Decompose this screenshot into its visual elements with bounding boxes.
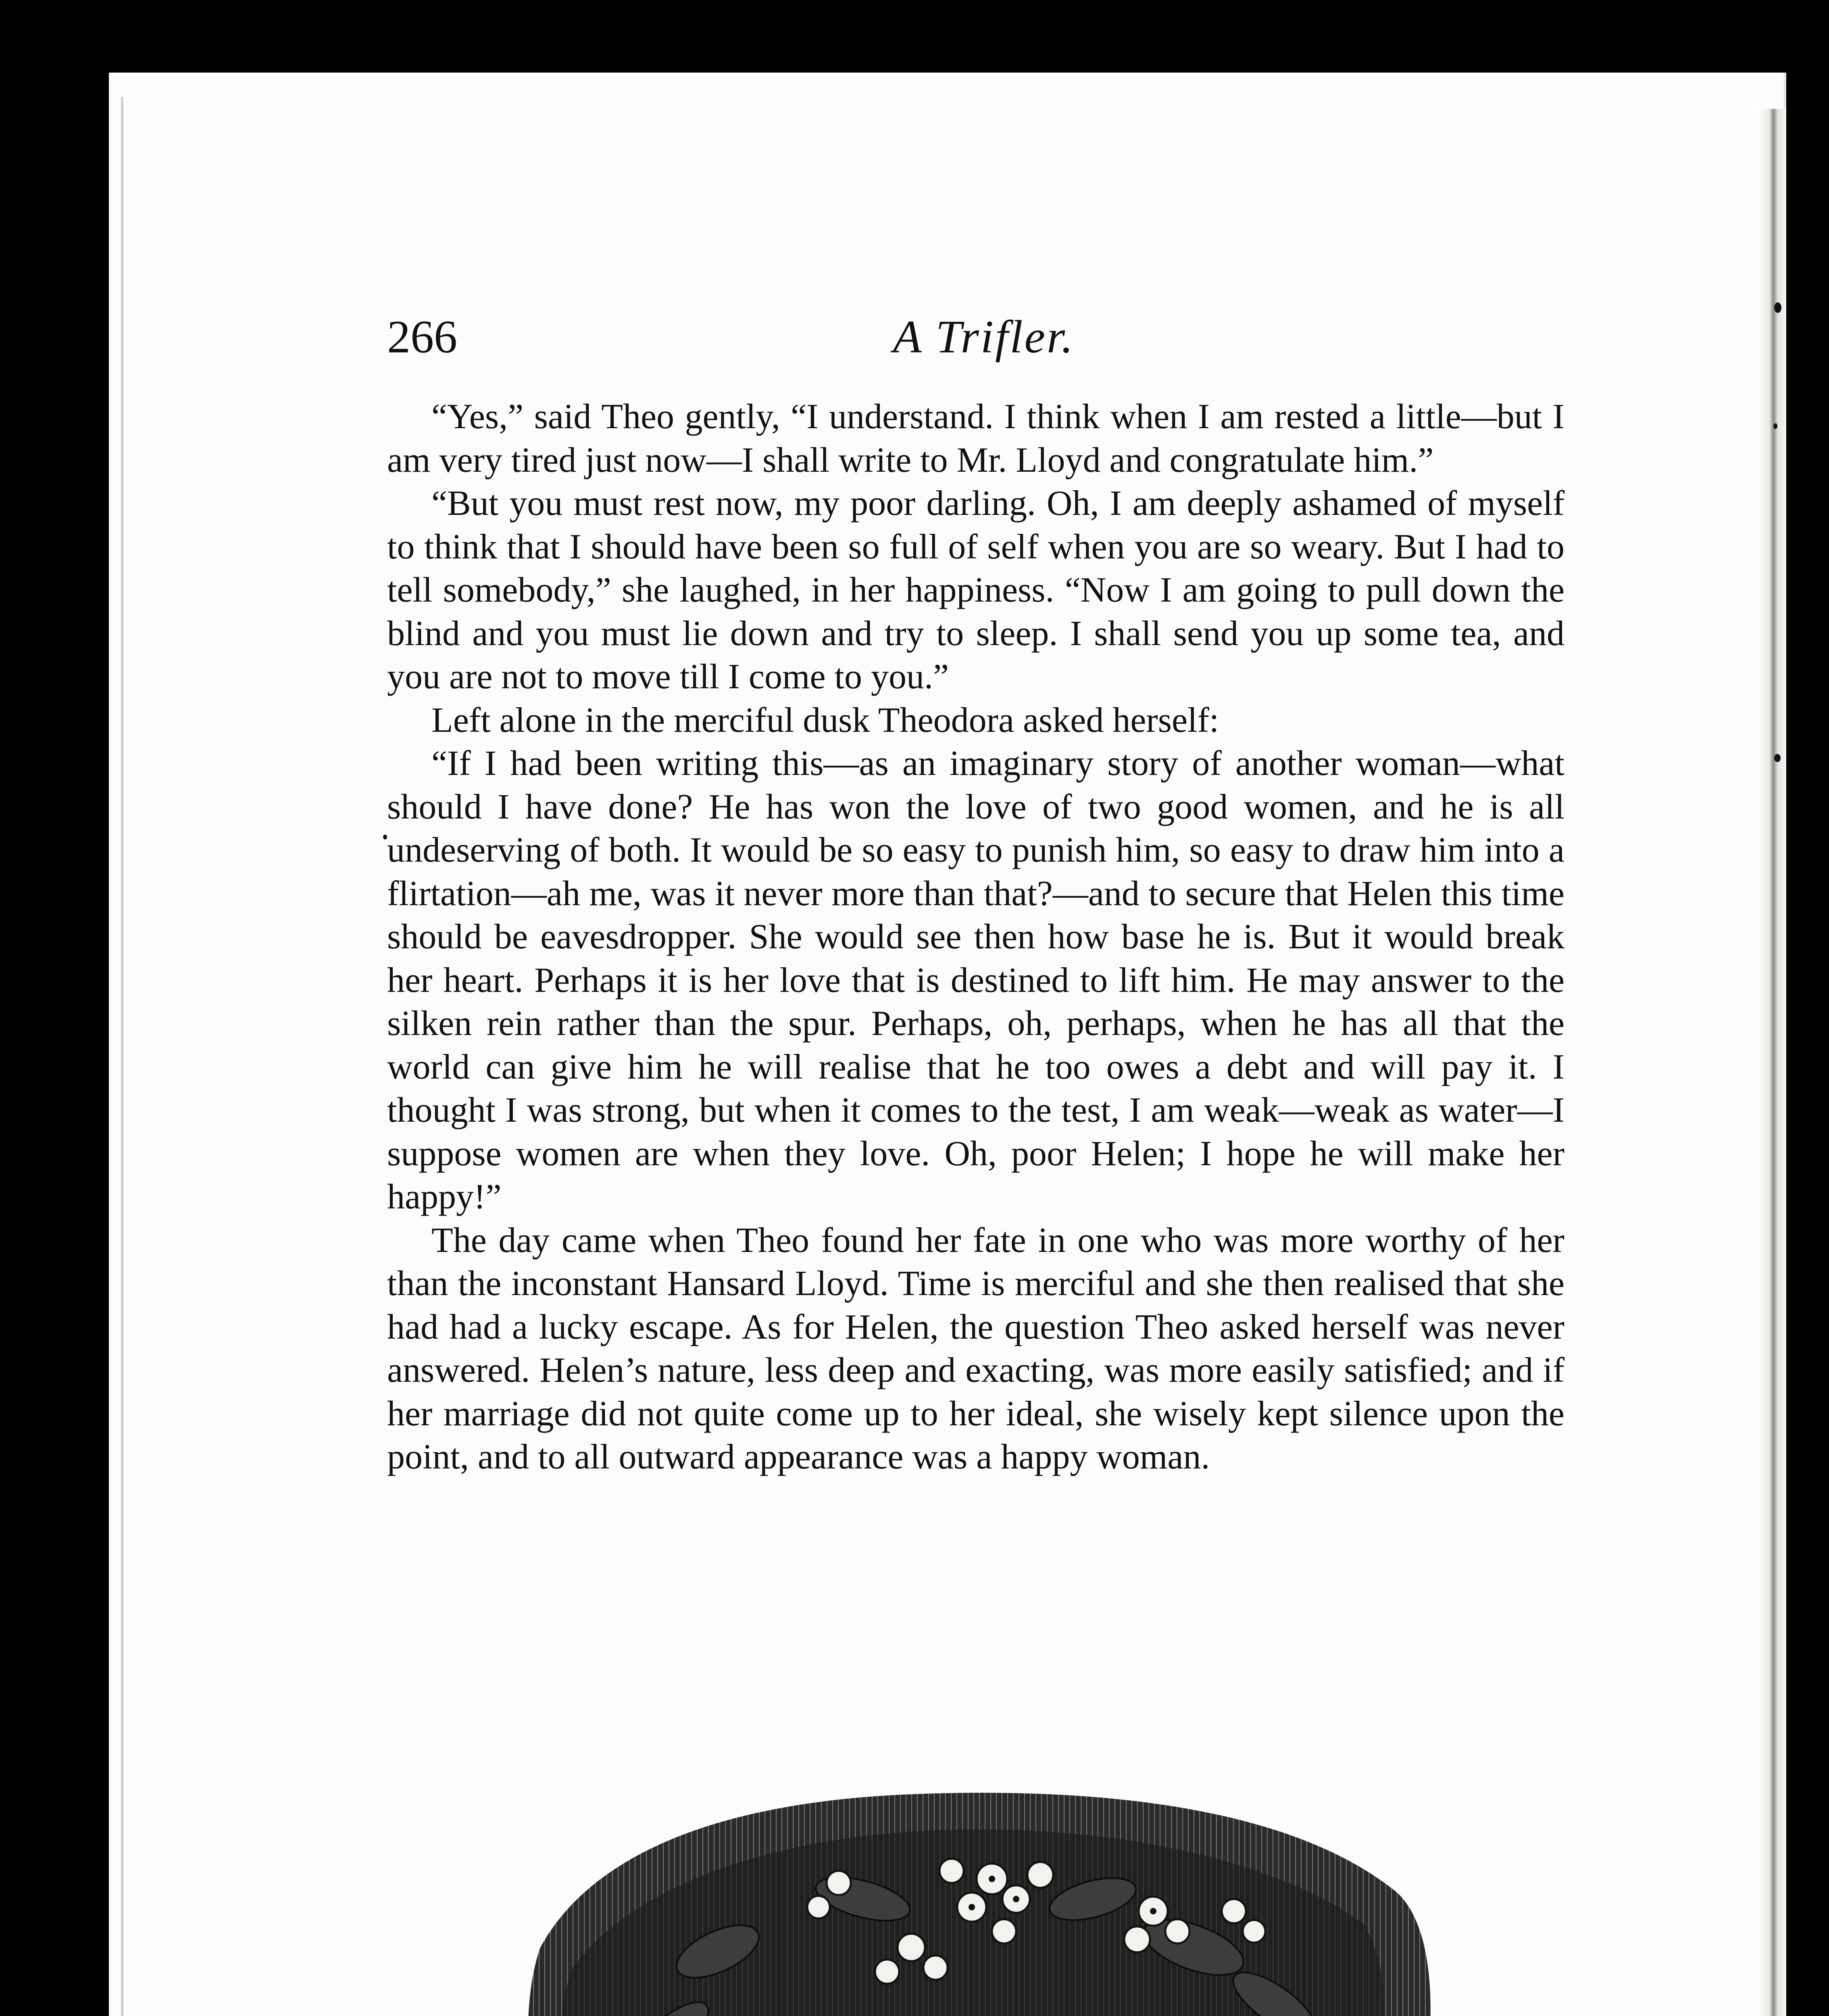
page-edge-right: [1758, 109, 1786, 2016]
paragraph: “But you must rest now, my poor darling. Oh, I am deeply ashamed of myself to think that I should have been so full of self when you are so weary. But I had to tell somebody,” she laughed, in her happiness. “Now I am going to pull down the blind and you must lie down and try to sleep. I shall send you up some tea, and you are not to move till I come to you.”: [387, 484, 1564, 696]
paragraph: Left alone in the merciful dusk Theodora asked herself:: [431, 700, 1219, 740]
body-text: [387, 395, 1564, 1479]
page-edge-left: [121, 97, 123, 2016]
running-title: A Trifler.: [893, 311, 1075, 363]
paragraph: The day came when Theo found her fate in one who was more worthy of her than the inconstant Hansard Lloyd. Time is merciful and she then realised that she had had a lucky escape. As for Helen, the question Theo asked herself was never answered. Helen’s nature, less deep and exacting, was more easily satisfied; and if her marriage did not quite come up to her ideal, she wisely kept silence upon the point, and to all outward appearance was a happy woman.: [387, 1220, 1564, 1477]
edge-mark: [383, 835, 387, 839]
flower-vase-illustration: [508, 1778, 1460, 2016]
edge-mark: [1774, 302, 1781, 313]
edge-mark: [1774, 754, 1781, 762]
paragraph: “If I had been writing this—as an imaginary story of another woman—what should I have done? He has won the love of two good women, and he is all undeserving of both. It would be so easy to punish him, so easy to draw him into a flirtation—ah me, was it never more than that?—and to secure that Helen this time should be eavesdropper. She would see then how base he is. But it would break her heart. Perhaps it is her love that is destined to lift him. He may answer to the silken rein rather than the spur. Perhaps, oh, perhaps, when he has all that the world can give him he will realise that he too owes a debt and will pay it. I thought I was strong, but when it comes to the test, I am weak—weak as water—I suppose women are when they love. Oh, poor Helen; I hope he will make her happy!”: [387, 744, 1564, 1216]
page-header: [387, 310, 1581, 371]
edge-mark: [1773, 423, 1777, 429]
flower-vase-engraving: [508, 1778, 1460, 2016]
paragraph: “Yes,” said Theo gently, “I understand. I think when I am rested a little—but I am very tired just now—I shall write to Mr. Lloyd and congratulate him.”: [387, 397, 1564, 480]
page-number: 266: [387, 311, 457, 363]
